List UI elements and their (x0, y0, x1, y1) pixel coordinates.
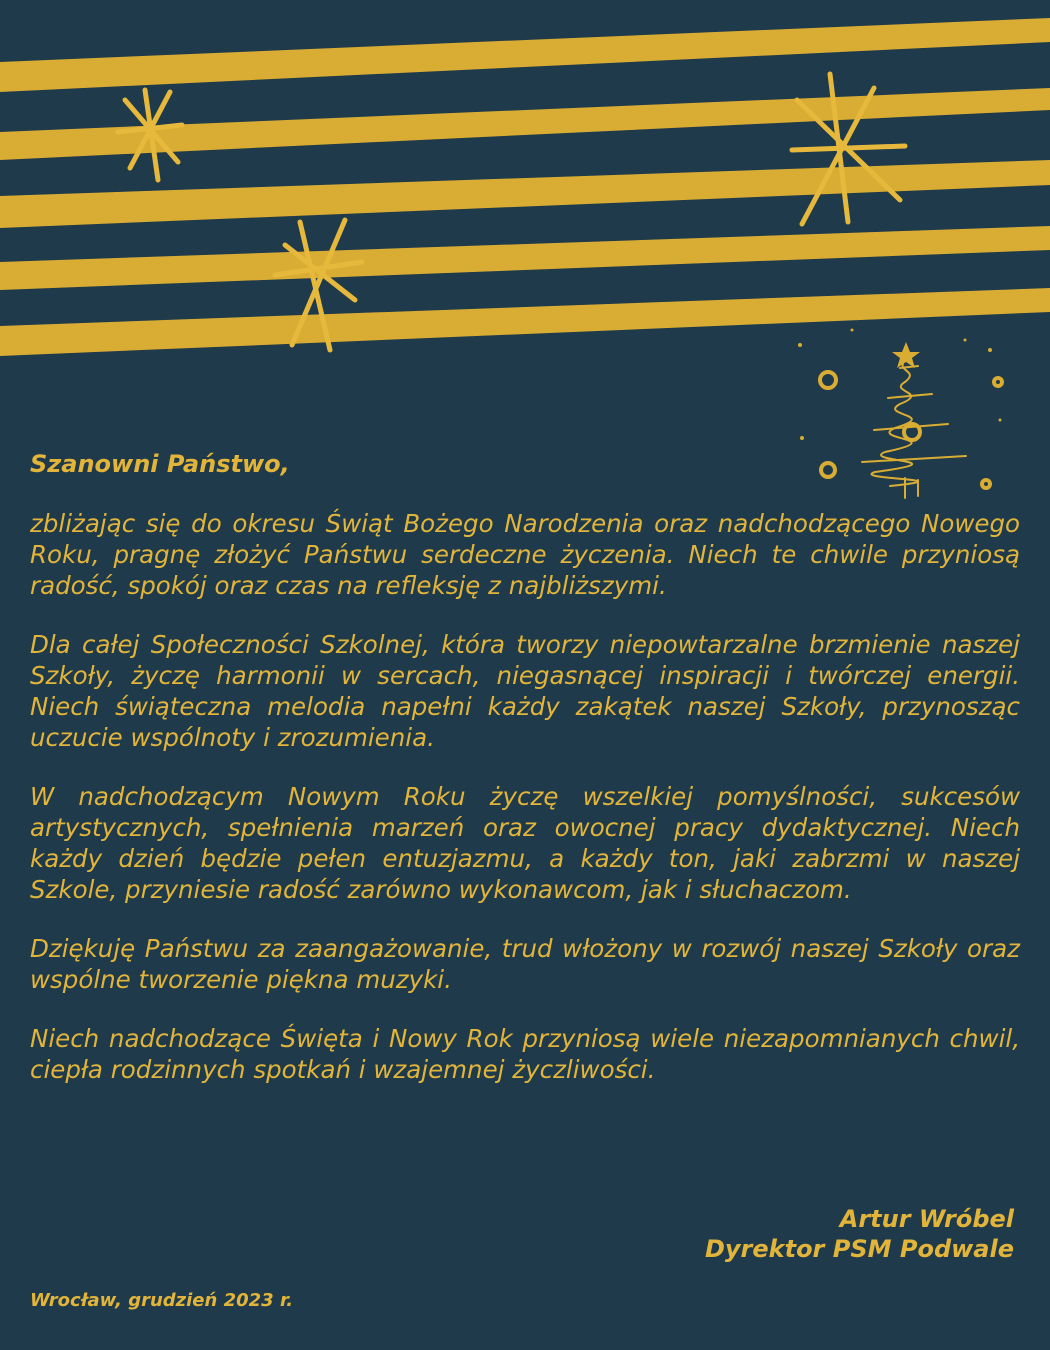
christmas-tree-icon (0, 0, 1050, 500)
letter-greeting: Szanowni Państwo, (30, 450, 290, 478)
signature-block (705, 1204, 1014, 1264)
letter-body (30, 508, 1020, 1113)
letter-paragraph: W nadchodzącym Nowym Roku życzę wszelkiej pomyślności, sukcesów artystycznych, spełnienia marzeń oraz owocnej pracy dydaktycznej. Niech każdy dzień będzie pełen entuzjazmu, a każdy ton, jaki zabrzmi w naszej Szkole, przyniesie radość zarówno wykonawcom, jak i słuchaczom. (30, 782, 1020, 904)
letter-paragraph: Niech nadchodzące Święta i Nowy Rok przyniosą wiele niezapomnianych chwil, ciepła rodzinnych spotkań i wzajemnej życzliwości. (30, 1024, 1020, 1084)
place-date: Wrocław, grudzień 2023 r. (30, 1290, 294, 1311)
letter-paragraph: zbliżając się do okresu Świąt Bożego Narodzenia oraz nadchodzącego Nowego Roku, pragnę złożyć Państwu serdeczne życzenia. Niech te chwile przyniosą radość, spokój oraz czas na refleksję z najbliższymi. (30, 509, 1020, 600)
signature-title: Dyrektor PSM Podwale (704, 1235, 1014, 1263)
letter-paragraph: Dziękuję Państwu za zaangażowanie, trud włożony w rozwój naszej Szkoły oraz wspólne tworzenie piękna muzyki. (30, 934, 1020, 994)
signature-name: Artur Wróbel (839, 1205, 1014, 1233)
letter-paragraph: Dla całej Społeczności Szkolnej, która tworzy niepowtarzalne brzmienie naszej Szkoły, życzę harmonii w sercach, niegasnącej inspiracji i twórczej energii. Niech świąteczna melodia napełni każdy zakątek naszej Szkoły, przynosząc uczucie wspólnoty i zrozumienia. (30, 630, 1020, 752)
